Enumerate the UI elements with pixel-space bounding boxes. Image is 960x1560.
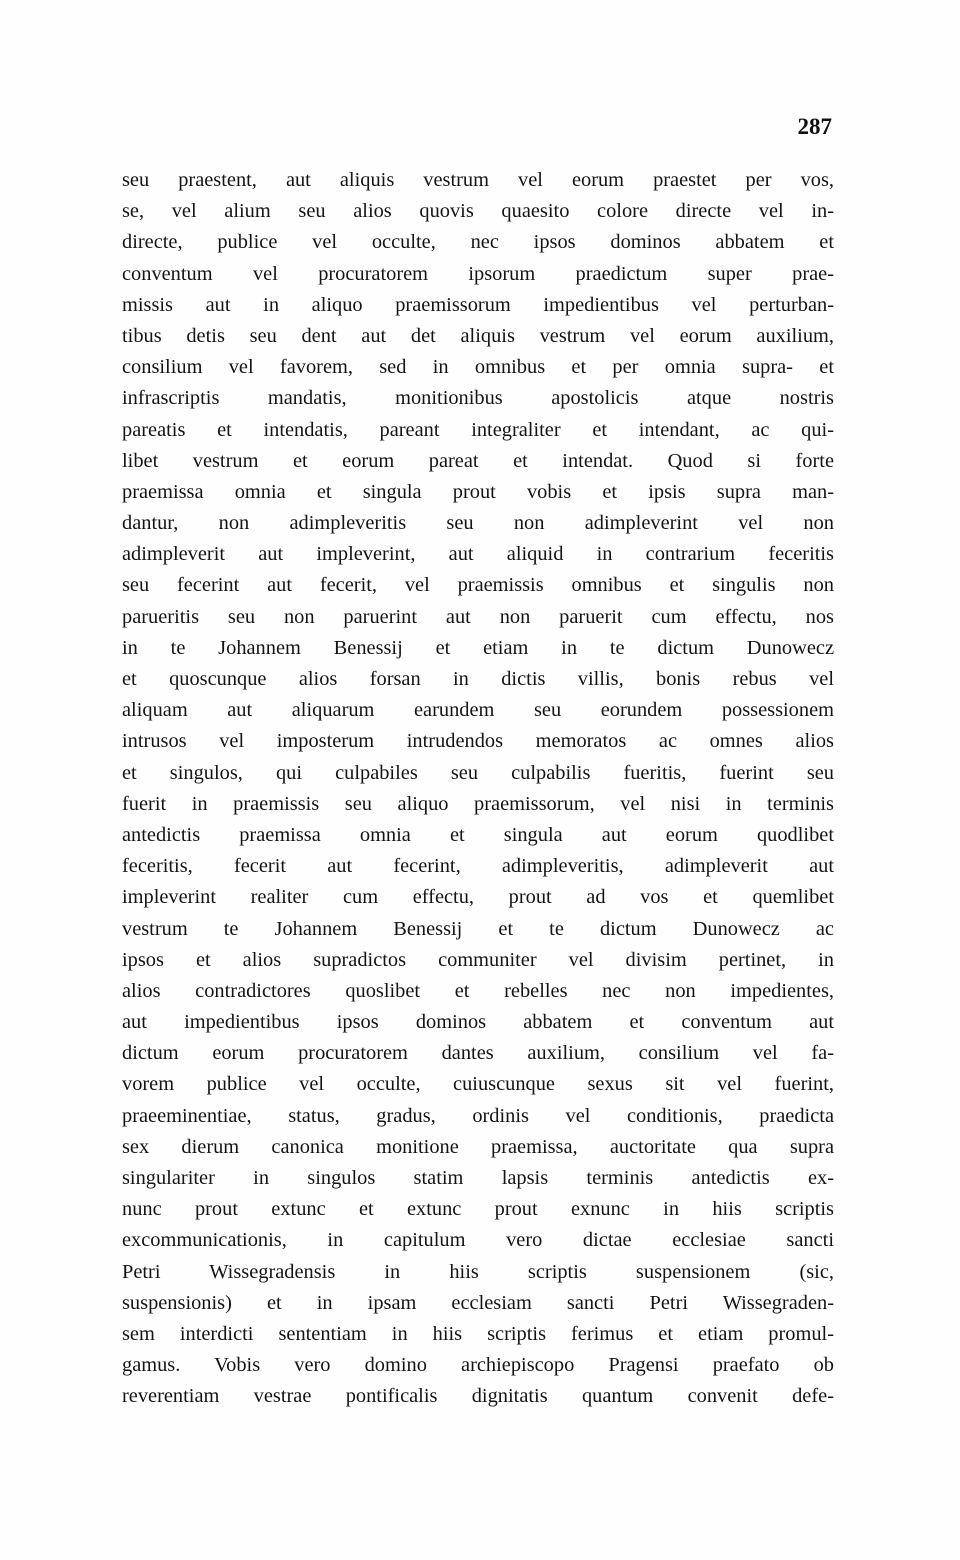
text-line: directe, publice vel occulte, nec ipsos dominos abbatem et [122, 231, 834, 254]
text-line: vestrum te Johannem Benessij et te dictum Dunowecz ac [122, 917, 834, 940]
text-line: aut impedientibus ipsos dominos abbatem et conventum aut [122, 1011, 834, 1034]
text-line: ipsos et alios supradictos communiter vel divisim pertinet, in [122, 948, 834, 971]
text-line: praeeminentiae, status, gradus, ordinis vel conditionis, praedicta [122, 1104, 834, 1127]
page-number: 287 [797, 114, 832, 139]
text-line: pareatis et intendatis, pareant integraliter et intendant, ac qui- [122, 418, 834, 441]
text-line: gamus. Vobis vero domino archiepiscopo Pragensi praefato ob [122, 1354, 834, 1377]
text-line: alios contradictores quoslibet et rebelles nec non impedientes, [122, 979, 834, 1002]
text-line: in te Johannem Benessij et etiam in te dictum Dunowecz [122, 636, 834, 659]
text-line: singulariter in singulos statim lapsis terminis antedictis ex- [122, 1167, 834, 1189]
text-line: et quoscunque alios forsan in dictis villis, bonis rebus vel [122, 668, 834, 690]
text-line: praemissa omnia et singula prout vobis et ipsis supra man- [122, 480, 834, 503]
text-line: excommunicationis, in capitulum vero dictae ecclesiae sancti [122, 1229, 834, 1252]
text-line: antedictis praemissa omnia et singula aut eorum quodlibet [122, 823, 834, 846]
text-line: dantur, non adimpleveritis seu non adimpleverint vel non [122, 512, 834, 535]
text-line: conventum vel procuratorem ipsorum praedictum super prae- [122, 262, 834, 285]
text-line: aliquam aut aliquarum earundem seu eorundem possessionem [122, 699, 834, 722]
text-line: intrusos vel imposterum intrudendos memoratos ac omnes alios [122, 730, 834, 753]
text-line: tibus detis seu dent aut det aliquis vestrum vel eorum auxilium, [122, 324, 834, 347]
text-line: consilium vel favorem, sed in omnibus et per omnia supra- et [122, 356, 834, 379]
text-line: nunc prout extunc et extunc prout exnunc in hiis scriptis [122, 1198, 834, 1221]
text-line: infrascriptis mandatis, monitionibus apostolicis atque nostris [122, 387, 834, 410]
text-line: impleverint realiter cum effectu, prout ad vos et quemlibet [122, 886, 834, 909]
text-line: suspensionis) et in ipsam ecclesiam sancti Petri Wissegraden- [122, 1291, 834, 1314]
text-line: sex dierum canonica monitione praemissa, auctoritate qua supra [122, 1135, 834, 1158]
text-line: seu praestent, aut aliquis vestrum vel eorum praestet per vos, [122, 169, 834, 191]
text-line: dictum eorum procuratorem dantes auxilium, consilium vel fa- [122, 1042, 834, 1065]
text-line: reverentiam vestrae pontificalis dignitatis quantum convenit defe- [122, 1385, 834, 1408]
text-line: fuerit in praemissis seu aliquo praemissorum, vel nisi in terminis [122, 792, 834, 815]
text-line: se, vel alium seu alios quovis quaesito colore directe vel in- [122, 200, 834, 223]
text-line: missis aut in aliquo praemissorum impedientibus vel perturban- [122, 293, 834, 316]
text-line: seu fecerint aut fecerit, vel praemissis omnibus et singulis non [122, 574, 834, 597]
text-line: vorem publice vel occulte, cuiuscunque sexus sit vel fuerint, [122, 1073, 834, 1096]
text-line: sem interdicti sententiam in hiis scriptis ferimus et etiam promul- [122, 1322, 834, 1345]
text-line: adimpleverit aut impleverint, aut aliquid in contrarium feceritis [122, 543, 834, 566]
text-line: feceritis, fecerit aut fecerint, adimpleveritis, adimpleverit aut [122, 855, 834, 878]
text-line: Petri Wissegradensis in hiis scriptis suspensionem (sic, [122, 1260, 834, 1283]
text-line: parueritis seu non paruerint aut non paruerit cum effectu, nos [122, 605, 834, 628]
text-line: et singulos, qui culpabiles seu culpabilis fueritis, fuerint seu [122, 761, 834, 784]
body-text [122, 165, 834, 1413]
text-line: libet vestrum et eorum pareat et intendat. Quod si forte [122, 449, 834, 472]
